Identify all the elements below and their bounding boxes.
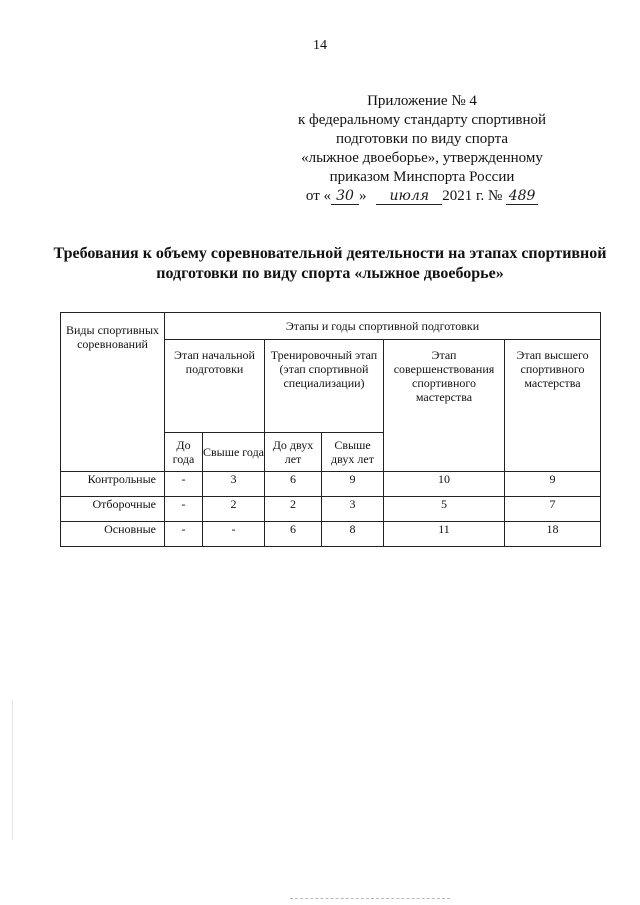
- table-cell: 18: [505, 522, 601, 547]
- appendix-title: Приложение № 4: [367, 93, 477, 109]
- appendix-line: «лыжное двоеборье», утвержденному: [301, 150, 543, 166]
- scan-bottom-line: [290, 898, 450, 899]
- table-cell: 7: [505, 497, 601, 522]
- order-day: 30: [331, 188, 359, 205]
- row-label: Отборочные: [61, 497, 165, 522]
- table-cell: 9: [505, 472, 601, 497]
- header-up-to-year: До года: [165, 433, 203, 472]
- header-competition-kinds: Виды спортивных соревнований: [61, 313, 165, 472]
- table-cell: 2: [265, 497, 322, 522]
- table-cell: 3: [203, 472, 265, 497]
- header-higher-mastery-stage: Этап высшего спортивного мастерства: [505, 340, 601, 472]
- date-mid: »: [359, 188, 367, 204]
- table-cell: -: [203, 522, 265, 547]
- table-cell: 8: [322, 522, 384, 547]
- table-cell: 3: [322, 497, 384, 522]
- header-improvement-stage: Этап совершенствования спортивного мастерства: [384, 340, 505, 472]
- page-number: 14: [313, 38, 327, 53]
- table-cell: 10: [384, 472, 505, 497]
- row-label: Контрольные: [61, 472, 165, 497]
- table-row: [61, 497, 601, 522]
- title-line: Требования к объему соревновательной деятельности на этапах спортивной: [53, 245, 607, 262]
- order-year: 2021 г. №: [442, 188, 503, 204]
- header-initial-stage: Этап начальной подготовки: [165, 340, 265, 433]
- requirements-table: [60, 312, 601, 547]
- table-cell: 2: [203, 497, 265, 522]
- row-label: Основные: [61, 522, 165, 547]
- header-up-to-two-years: До двух лет: [265, 433, 322, 472]
- appendix-line: приказом Минспорта России: [329, 169, 515, 185]
- table-cell: 11: [384, 522, 505, 547]
- header-over-two-years: Свыше двух лет: [322, 433, 384, 472]
- table-cell: -: [165, 472, 203, 497]
- table-row: [61, 472, 601, 497]
- table-cell: 5: [384, 497, 505, 522]
- appendix-line: к федеральному стандарту спортивной: [297, 112, 547, 128]
- date-prefix: от «: [305, 188, 332, 204]
- order-number: 489: [506, 188, 538, 205]
- order-date-line: [262, 187, 582, 206]
- table-cell: -: [165, 522, 203, 547]
- table-cell: 9: [322, 472, 384, 497]
- order-month: июля: [376, 188, 442, 205]
- appendix-line: подготовки по виду спорта: [336, 131, 508, 147]
- scan-edge-mark: [12, 700, 13, 840]
- table-header-row: [61, 313, 601, 340]
- table-row: [61, 522, 601, 547]
- header-training-stage: Тренировочный этап (этап спортивной специализации): [265, 340, 384, 433]
- appendix-block: [262, 92, 582, 206]
- table-cell: -: [165, 497, 203, 522]
- table-cell: 6: [265, 472, 322, 497]
- header-training-stages: Этапы и годы спортивной подготовки: [165, 313, 601, 340]
- document-title: [40, 244, 620, 284]
- table-cell: 6: [265, 522, 322, 547]
- header-over-year: Свыше года: [203, 433, 265, 472]
- title-line: подготовки по виду спорта «лыжное двоеборье»: [156, 265, 504, 282]
